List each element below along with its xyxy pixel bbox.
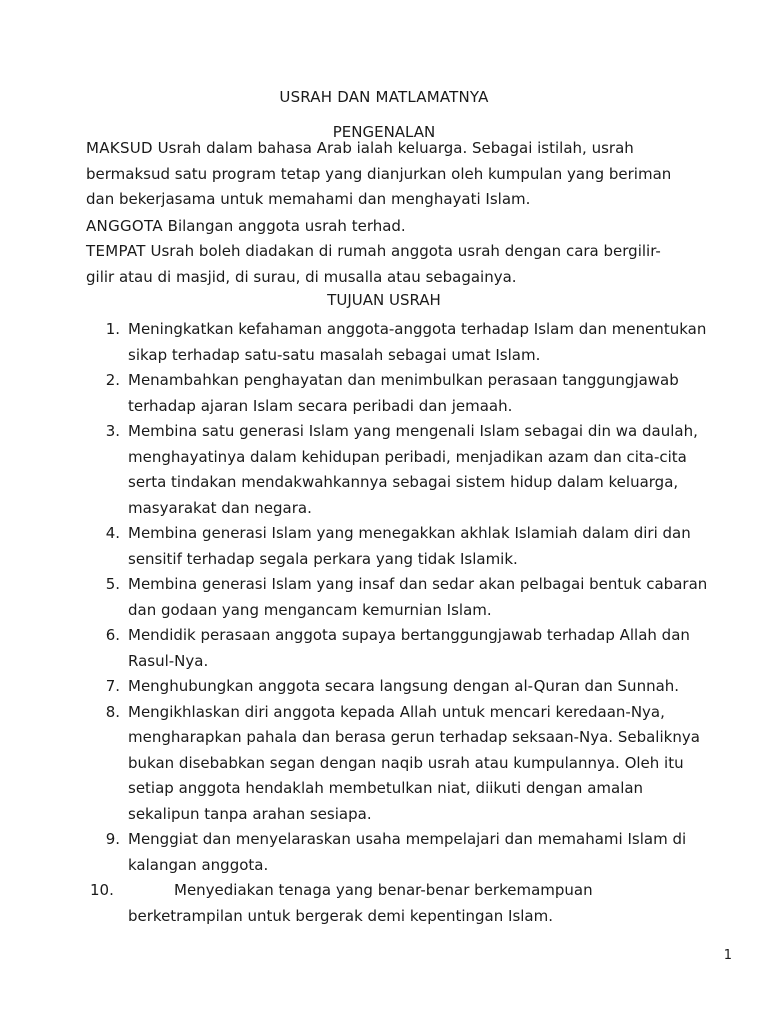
list-item bbox=[90, 368, 710, 419]
list-item-number: 4. bbox=[105, 524, 120, 542]
list-item-number: 6. bbox=[105, 626, 120, 644]
heading-pengenalan: PENGENALAN bbox=[332, 123, 436, 141]
list-item-number: 1. bbox=[105, 320, 120, 338]
text-anggota: Bilangan anggota usrah terhad. bbox=[162, 217, 406, 235]
paragraph-anggota bbox=[86, 214, 686, 240]
list-item bbox=[90, 572, 710, 623]
list-item-number: 7. bbox=[105, 677, 120, 695]
goals-list bbox=[90, 317, 710, 929]
list-item-text: Menghubungkan anggota secara langsung dengan al-Quran dan Sunnah. bbox=[128, 677, 680, 695]
page-number: 1 bbox=[723, 948, 732, 963]
paragraph-maksud bbox=[86, 136, 686, 213]
list-item-text: Membina generasi Islam yang insaf dan sedar akan pelbagai bentuk cabaran dan godaan yang mengancam kemurnian Islam. bbox=[128, 575, 708, 619]
list-item-number: 8. bbox=[105, 702, 120, 721]
list-item bbox=[90, 623, 710, 674]
list-item-text bbox=[120, 878, 710, 929]
list-item bbox=[90, 419, 710, 521]
list-item bbox=[90, 827, 710, 878]
heading-tujuan-usrah: TUJUAN USRAH bbox=[327, 291, 441, 309]
list-item-text: Mendidik perasaan anggota supaya bertanggungjawab terhadap Allah dan Rasul-Nya. bbox=[128, 626, 690, 670]
label-anggota: ANGGOTA bbox=[86, 217, 163, 235]
list-item bbox=[90, 317, 710, 368]
list-item bbox=[90, 521, 710, 572]
paragraph-tempat bbox=[86, 239, 686, 290]
text-maksud: Usrah dalam bahasa Arab ialah keluarga. Sebagai istilah, usrah bermaksud satu program tetap yang dianjurkan oleh kumpulan yang beriman dan bekerjasama untuk memahami dan menghayati Islam. bbox=[86, 139, 672, 208]
list-item bbox=[90, 878, 710, 929]
label-tempat: TEMPAT bbox=[86, 242, 146, 260]
list-item-number: 2. bbox=[105, 371, 120, 389]
list-item-number: 9. bbox=[105, 830, 120, 848]
list-item-text: Membina satu generasi Islam yang mengenali Islam sebagai din wa daulah, menghayatinya dalam kehidupan peribadi, menjadikan azam dan cita-cita serta tindakan mendakwahkannya sebagai sistem hidup dalam keluarga, masyarakat dan negara. bbox=[128, 422, 698, 517]
list-item-text: Meningkatkan kefahaman anggota-anggota terhadap Islam dan menentukan sikap terhadap satu-satu masalah sebagai umat Islam. bbox=[128, 320, 707, 364]
list-item bbox=[90, 674, 710, 700]
list-item-text: Membina generasi Islam yang menegakkan akhlak Islamiah dalam diri dan sensitif terhadap segala perkara yang tidak Islamik. bbox=[128, 524, 691, 568]
label-maksud: MAKSUD bbox=[86, 139, 153, 157]
text-tempat: Usrah boleh diadakan di rumah anggota usrah dengan cara bergilir-gilir atau di masjid, di surau, di musalla atau sebagainya. bbox=[86, 242, 661, 286]
list-item-number: 10. bbox=[90, 881, 114, 899]
list-item-number: 5. bbox=[105, 575, 120, 593]
list-item-text: Mengikhlaskan diri anggota kepada Allah untuk mencari keredaan-Nya, mengharapkan pahala dan berasa gerun terhadap seksaan-Nya. Sebaliknya bukan disebabkan segan dengan naqib usrah atau kumpulannya. Oleh itu setiap anggota hendaklah membetulkan niat, diikuti dengan amalan sekalipun tanpa arahan sesiapa. bbox=[128, 702, 700, 823]
list-item-text: Menggiat dan menyelaraskan usaha mempelajari dan memahami Islam di kalangan anggota. bbox=[128, 830, 687, 874]
document-title: USRAH DAN MATLAMATNYA bbox=[279, 88, 489, 106]
list-item-text-content: Menyediakan tenaga yang benar-benar berkemampuan berketrampilan untuk bergerak demi kepentingan Islam. bbox=[128, 881, 593, 925]
list-item-text: Menambahkan penghayatan dan menimbulkan perasaan tanggungjawab terhadap ajaran Islam secara peribadi dan jemaah. bbox=[128, 371, 679, 415]
list-item-number: 3. bbox=[105, 422, 120, 440]
list-item bbox=[90, 700, 710, 828]
